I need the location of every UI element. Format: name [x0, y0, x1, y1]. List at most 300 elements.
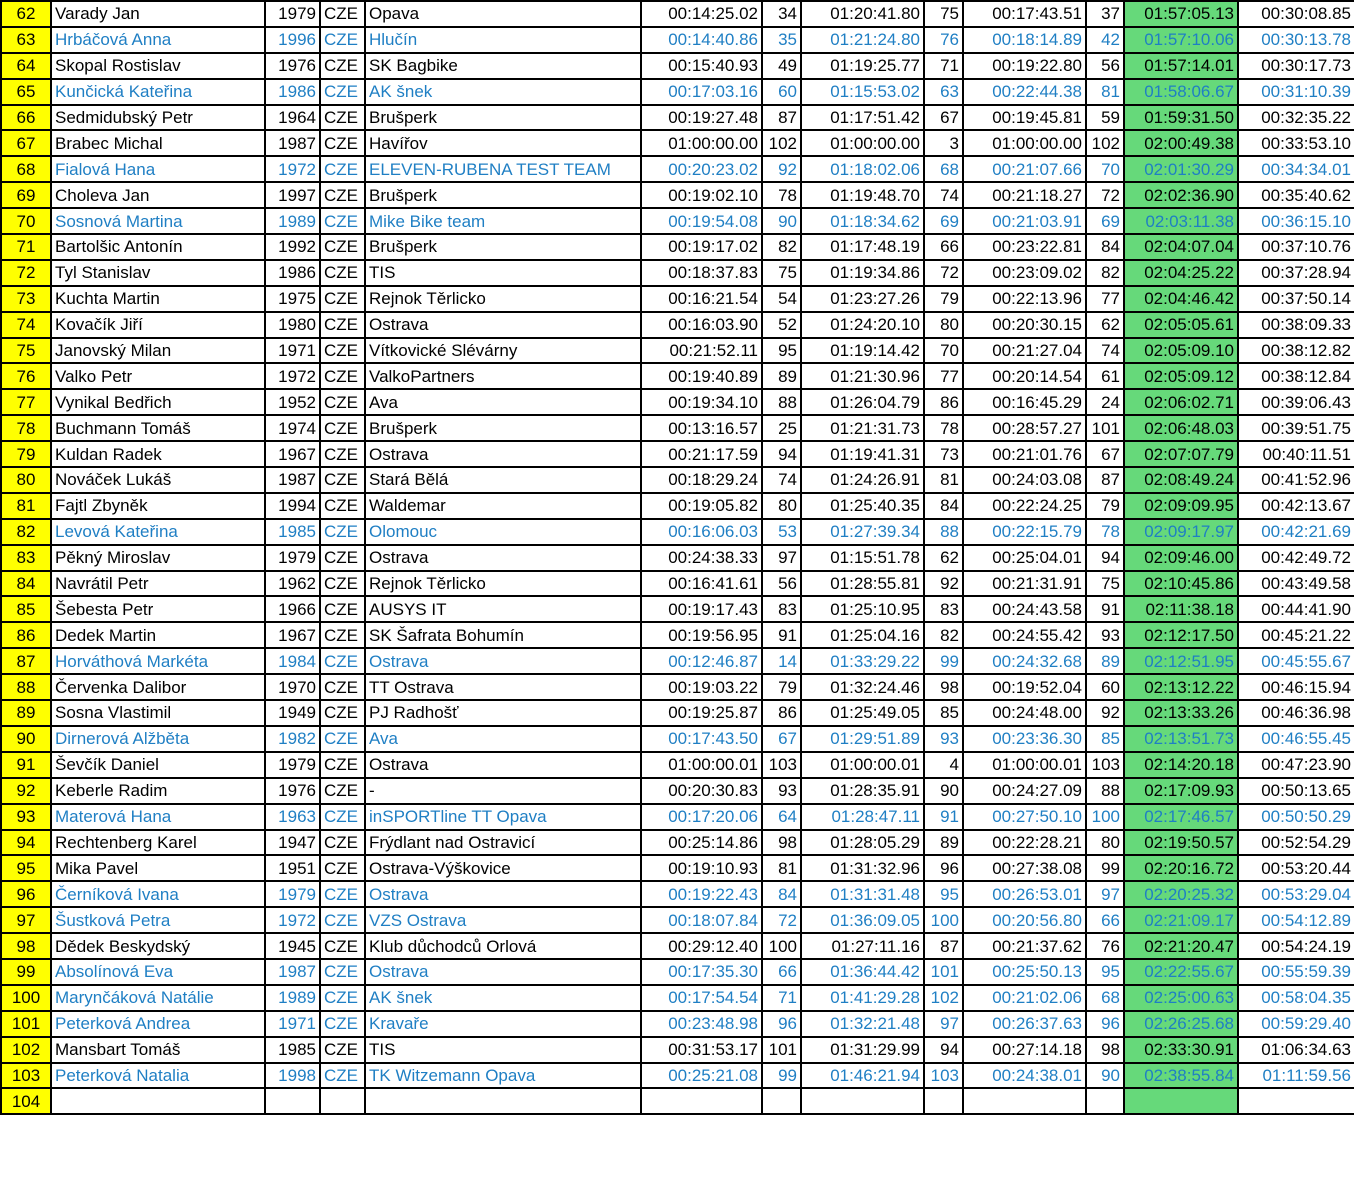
table-row: [1, 1037, 1354, 1063]
split2-place-cell: 80: [924, 312, 963, 338]
split2-place-cell: 93: [924, 726, 963, 752]
rank-cell: 101: [1, 1011, 51, 1037]
split3-time-cell: 01:00:00.00: [963, 130, 1086, 156]
rank-cell: 62: [1, 1, 51, 27]
split3-time-cell: 00:21:03.91: [963, 208, 1086, 234]
split2-time-cell: 01:31:32.96: [801, 855, 924, 881]
split1-place-cell: 96: [762, 1011, 801, 1037]
split3-time-cell: 00:18:14.89: [963, 27, 1086, 53]
split1-place-cell: 66: [762, 959, 801, 985]
split3-time-cell: 00:21:02.06: [963, 985, 1086, 1011]
gap-time-cell: 00:59:29.40: [1238, 1011, 1354, 1037]
split1-time-cell: 00:17:43.50: [641, 726, 762, 752]
gap-time-cell: 00:46:36.98: [1238, 700, 1354, 726]
split2-place-cell: 70: [924, 338, 963, 364]
name-cell: Keberle Radim: [51, 778, 265, 804]
split3-place-cell: 62: [1086, 312, 1124, 338]
split2-time-cell: 01:36:44.42: [801, 959, 924, 985]
split1-time-cell: 00:19:17.43: [641, 596, 762, 622]
name-cell: Kunčická Kateřina: [51, 79, 265, 105]
gap-time-cell: 00:42:49.72: [1238, 545, 1354, 571]
split1-time-cell: 00:19:10.93: [641, 855, 762, 881]
gap-time-cell: 00:45:21.22: [1238, 622, 1354, 648]
total-time-cell: 02:08:49.24: [1124, 467, 1238, 493]
total-time-cell: 02:05:09.12: [1124, 363, 1238, 389]
split3-time-cell: 00:21:37.62: [963, 933, 1086, 959]
gap-time-cell: 00:54:24.19: [1238, 933, 1354, 959]
country-cell: CZE: [320, 389, 365, 415]
table-row: [1, 441, 1354, 467]
gap-time-cell: 00:38:09.33: [1238, 312, 1354, 338]
split3-time-cell: 00:20:30.15: [963, 312, 1086, 338]
year-cell: 1945: [265, 933, 320, 959]
gap-time-cell: 00:45:55.67: [1238, 648, 1354, 674]
year-cell: 1964: [265, 105, 320, 131]
split1-time-cell: 00:25:21.08: [641, 1063, 762, 1089]
split1-time-cell: 00:20:23.02: [641, 156, 762, 182]
gap-time-cell: 00:39:06.43: [1238, 389, 1354, 415]
rank-cell: 81: [1, 493, 51, 519]
split2-place-cell: 62: [924, 545, 963, 571]
total-time-cell: 02:06:02.71: [1124, 389, 1238, 415]
split2-time-cell: 01:25:49.05: [801, 700, 924, 726]
gap-time-cell: 00:50:50.29: [1238, 804, 1354, 830]
split1-place-cell: [762, 1088, 801, 1114]
rank-cell: 64: [1, 53, 51, 79]
total-time-cell: 02:26:25.68: [1124, 1011, 1238, 1037]
club-cell: AK šnek: [365, 79, 641, 105]
club-cell: Rejnok Těrlicko: [365, 286, 641, 312]
name-cell: Ševčík Daniel: [51, 752, 265, 778]
rank-cell: 63: [1, 27, 51, 53]
split2-time-cell: [801, 1088, 924, 1114]
split3-place-cell: 95: [1086, 959, 1124, 985]
rank-cell: 99: [1, 959, 51, 985]
total-time-cell: 02:10:45.86: [1124, 571, 1238, 597]
country-cell: CZE: [320, 778, 365, 804]
total-time-cell: 02:17:09.93: [1124, 778, 1238, 804]
year-cell: 1979: [265, 752, 320, 778]
split1-time-cell: 00:19:25.87: [641, 700, 762, 726]
year-cell: 1966: [265, 596, 320, 622]
split2-place-cell: 96: [924, 855, 963, 881]
year-cell: 1979: [265, 1, 320, 27]
split1-place-cell: 34: [762, 1, 801, 27]
split2-time-cell: 01:27:39.34: [801, 519, 924, 545]
country-cell: CZE: [320, 105, 365, 131]
split2-place-cell: 94: [924, 1037, 963, 1063]
split3-place-cell: 94: [1086, 545, 1124, 571]
gap-time-cell: 00:42:13.67: [1238, 493, 1354, 519]
club-cell: VZS Ostrava: [365, 907, 641, 933]
year-cell: 1986: [265, 260, 320, 286]
club-cell: Ostrava-Výškovice: [365, 855, 641, 881]
rank-cell: 68: [1, 156, 51, 182]
split3-time-cell: 00:20:14.54: [963, 363, 1086, 389]
country-cell: CZE: [320, 545, 365, 571]
gap-time-cell: 00:39:51.75: [1238, 415, 1354, 441]
split1-time-cell: 00:21:17.59: [641, 441, 762, 467]
year-cell: 1947: [265, 830, 320, 856]
gap-time-cell: 00:34:34.01: [1238, 156, 1354, 182]
table-row: [1, 415, 1354, 441]
split1-place-cell: 80: [762, 493, 801, 519]
split2-time-cell: 01:17:48.19: [801, 234, 924, 260]
split2-place-cell: 73: [924, 441, 963, 467]
split1-place-cell: 95: [762, 338, 801, 364]
split1-place-cell: 98: [762, 830, 801, 856]
country-cell: CZE: [320, 1063, 365, 1089]
split2-place-cell: 97: [924, 1011, 963, 1037]
split2-time-cell: 01:00:00.00: [801, 130, 924, 156]
name-cell: Černíková Ivana: [51, 881, 265, 907]
table-row: [1, 519, 1354, 545]
split2-time-cell: 01:21:30.96: [801, 363, 924, 389]
year-cell: 1989: [265, 208, 320, 234]
split3-place-cell: 42: [1086, 27, 1124, 53]
club-cell: Brušperk: [365, 105, 641, 131]
table-row: [1, 648, 1354, 674]
split1-time-cell: 00:18:07.84: [641, 907, 762, 933]
split1-place-cell: 67: [762, 726, 801, 752]
split3-time-cell: 00:21:07.66: [963, 156, 1086, 182]
split1-place-cell: 74: [762, 467, 801, 493]
table-row: [1, 855, 1354, 881]
year-cell: 1987: [265, 130, 320, 156]
split2-place-cell: 98: [924, 674, 963, 700]
rank-cell: 94: [1, 830, 51, 856]
table-row: [1, 234, 1354, 260]
rank-cell: 85: [1, 596, 51, 622]
country-cell: CZE: [320, 804, 365, 830]
year-cell: 1992: [265, 234, 320, 260]
country-cell: CZE: [320, 260, 365, 286]
total-time-cell: 02:21:20.47: [1124, 933, 1238, 959]
split3-place-cell: 89: [1086, 648, 1124, 674]
table-row: [1, 881, 1354, 907]
club-cell: Ostrava: [365, 648, 641, 674]
name-cell: Horváthová Markéta: [51, 648, 265, 674]
split1-time-cell: 00:23:48.98: [641, 1011, 762, 1037]
split3-time-cell: 00:26:37.63: [963, 1011, 1086, 1037]
total-time-cell: 01:59:31.50: [1124, 105, 1238, 131]
total-time-cell: 02:07:07.79: [1124, 441, 1238, 467]
split3-place-cell: 66: [1086, 907, 1124, 933]
country-cell: CZE: [320, 79, 365, 105]
split2-place-cell: 68: [924, 156, 963, 182]
table-row: [1, 467, 1354, 493]
split3-time-cell: 00:22:15.79: [963, 519, 1086, 545]
table-row: [1, 700, 1354, 726]
split3-time-cell: 00:19:45.81: [963, 105, 1086, 131]
table-row: [1, 1063, 1354, 1089]
table-row: [1, 182, 1354, 208]
table-row: [1, 596, 1354, 622]
club-cell: Hlučín: [365, 27, 641, 53]
name-cell: Absolínová Eva: [51, 959, 265, 985]
split3-place-cell: 76: [1086, 933, 1124, 959]
name-cell: Kuldan Radek: [51, 441, 265, 467]
table-row: [1, 286, 1354, 312]
split2-place-cell: 87: [924, 933, 963, 959]
year-cell: 1951: [265, 855, 320, 881]
rank-cell: 66: [1, 105, 51, 131]
split1-place-cell: 88: [762, 389, 801, 415]
split2-time-cell: 01:23:27.26: [801, 286, 924, 312]
name-cell: Rechtenberg Karel: [51, 830, 265, 856]
club-cell: TIS: [365, 260, 641, 286]
split1-time-cell: 00:15:40.93: [641, 53, 762, 79]
club-cell: Ostrava: [365, 959, 641, 985]
table-row: [1, 105, 1354, 131]
gap-time-cell: 00:41:52.96: [1238, 467, 1354, 493]
total-time-cell: 02:12:17.50: [1124, 622, 1238, 648]
country-cell: CZE: [320, 959, 365, 985]
country-cell: [320, 1088, 365, 1114]
split2-place-cell: 83: [924, 596, 963, 622]
year-cell: 1971: [265, 1011, 320, 1037]
year-cell: 1974: [265, 415, 320, 441]
gap-time-cell: 00:54:12.89: [1238, 907, 1354, 933]
split3-time-cell: 00:20:56.80: [963, 907, 1086, 933]
total-time-cell: 01:57:14.01: [1124, 53, 1238, 79]
split1-time-cell: 00:19:40.89: [641, 363, 762, 389]
split3-place-cell: 24: [1086, 389, 1124, 415]
split2-place-cell: 3: [924, 130, 963, 156]
country-cell: CZE: [320, 312, 365, 338]
split1-place-cell: 91: [762, 622, 801, 648]
split2-time-cell: 01:46:21.94: [801, 1063, 924, 1089]
club-cell: Olomouc: [365, 519, 641, 545]
rank-cell: 97: [1, 907, 51, 933]
year-cell: 1986: [265, 79, 320, 105]
split3-time-cell: 00:28:57.27: [963, 415, 1086, 441]
club-cell: TK Witzemann Opava: [365, 1063, 641, 1089]
split1-place-cell: 79: [762, 674, 801, 700]
year-cell: [265, 1088, 320, 1114]
split2-place-cell: 84: [924, 493, 963, 519]
split2-place-cell: 75: [924, 1, 963, 27]
split3-time-cell: 00:21:01.76: [963, 441, 1086, 467]
split3-place-cell: 91: [1086, 596, 1124, 622]
table-row: [1, 545, 1354, 571]
total-time-cell: 02:25:00.63: [1124, 985, 1238, 1011]
gap-time-cell: 01:11:59.56: [1238, 1063, 1354, 1089]
country-cell: CZE: [320, 208, 365, 234]
table-row: [1, 312, 1354, 338]
club-cell: Ostrava: [365, 312, 641, 338]
rank-cell: 65: [1, 79, 51, 105]
split1-time-cell: 00:19:02.10: [641, 182, 762, 208]
rank-cell: 103: [1, 1063, 51, 1089]
split3-place-cell: 97: [1086, 881, 1124, 907]
country-cell: CZE: [320, 156, 365, 182]
split3-place-cell: 82: [1086, 260, 1124, 286]
club-cell: Ostrava: [365, 545, 641, 571]
table-row: [1, 156, 1354, 182]
split2-time-cell: 01:29:51.89: [801, 726, 924, 752]
club-cell: AK šnek: [365, 985, 641, 1011]
name-cell: Šustková Petra: [51, 907, 265, 933]
year-cell: 1967: [265, 441, 320, 467]
split2-place-cell: 99: [924, 648, 963, 674]
split2-time-cell: 01:24:20.10: [801, 312, 924, 338]
club-cell: ELEVEN-RUBENA TEST TEAM: [365, 156, 641, 182]
gap-time-cell: 00:37:10.76: [1238, 234, 1354, 260]
split1-time-cell: 00:19:27.48: [641, 105, 762, 131]
split1-place-cell: 99: [762, 1063, 801, 1089]
split2-time-cell: 01:19:25.77: [801, 53, 924, 79]
year-cell: 1979: [265, 881, 320, 907]
club-cell: Ava: [365, 389, 641, 415]
gap-time-cell: 00:32:35.22: [1238, 105, 1354, 131]
split1-time-cell: 01:00:00.01: [641, 752, 762, 778]
table-row: [1, 804, 1354, 830]
split1-time-cell: 01:00:00.00: [641, 130, 762, 156]
split1-place-cell: 49: [762, 53, 801, 79]
split2-time-cell: 01:36:09.05: [801, 907, 924, 933]
total-time-cell: 01:57:05.13: [1124, 1, 1238, 27]
split3-time-cell: [963, 1088, 1086, 1114]
split2-place-cell: 90: [924, 778, 963, 804]
rank-cell: 78: [1, 415, 51, 441]
split2-time-cell: 01:00:00.01: [801, 752, 924, 778]
club-cell: TIS: [365, 1037, 641, 1063]
gap-time-cell: 00:53:29.04: [1238, 881, 1354, 907]
split1-time-cell: 00:21:52.11: [641, 338, 762, 364]
total-time-cell: 02:21:09.17: [1124, 907, 1238, 933]
split1-place-cell: 75: [762, 260, 801, 286]
name-cell: Tyl Stanislav: [51, 260, 265, 286]
gap-time-cell: 00:33:53.10: [1238, 130, 1354, 156]
country-cell: CZE: [320, 648, 365, 674]
name-cell: Nováček Lukáš: [51, 467, 265, 493]
total-time-cell: 02:22:55.67: [1124, 959, 1238, 985]
split1-time-cell: 00:20:30.83: [641, 778, 762, 804]
split3-place-cell: 90: [1086, 1063, 1124, 1089]
club-cell: Stará Bělá: [365, 467, 641, 493]
split1-place-cell: 103: [762, 752, 801, 778]
split3-time-cell: 00:19:52.04: [963, 674, 1086, 700]
total-time-cell: 02:20:16.72: [1124, 855, 1238, 881]
total-time-cell: 02:20:25.32: [1124, 881, 1238, 907]
split2-time-cell: 01:28:47.11: [801, 804, 924, 830]
gap-time-cell: 00:46:15.94: [1238, 674, 1354, 700]
table-row: [1, 830, 1354, 856]
gap-time-cell: 00:44:41.90: [1238, 596, 1354, 622]
table-row: [1, 571, 1354, 597]
split2-place-cell: 63: [924, 79, 963, 105]
split2-place-cell: 81: [924, 467, 963, 493]
split3-time-cell: 00:25:04.01: [963, 545, 1086, 571]
country-cell: CZE: [320, 855, 365, 881]
split2-time-cell: 01:28:05.29: [801, 830, 924, 856]
gap-time-cell: 00:52:54.29: [1238, 830, 1354, 856]
split3-time-cell: 00:24:55.42: [963, 622, 1086, 648]
total-time-cell: 02:09:09.95: [1124, 493, 1238, 519]
table-row: [1, 130, 1354, 156]
split3-place-cell: 78: [1086, 519, 1124, 545]
year-cell: 1975: [265, 286, 320, 312]
name-cell: Fajtl Zbyněk: [51, 493, 265, 519]
split2-time-cell: 01:32:24.46: [801, 674, 924, 700]
year-cell: 1971: [265, 338, 320, 364]
split3-place-cell: 68: [1086, 985, 1124, 1011]
country-cell: CZE: [320, 363, 365, 389]
name-cell: Bartolšic Antonín: [51, 234, 265, 260]
name-cell: Peterková Natalia: [51, 1063, 265, 1089]
country-cell: CZE: [320, 622, 365, 648]
split2-place-cell: 79: [924, 286, 963, 312]
split3-place-cell: 67: [1086, 441, 1124, 467]
country-cell: CZE: [320, 467, 365, 493]
table-row: [1, 53, 1354, 79]
country-cell: CZE: [320, 985, 365, 1011]
name-cell: Dirnerová Alžběta: [51, 726, 265, 752]
rank-cell: 84: [1, 571, 51, 597]
year-cell: 1967: [265, 622, 320, 648]
name-cell: Mansbart Tomáš: [51, 1037, 265, 1063]
table-row: [1, 959, 1354, 985]
rank-cell: 72: [1, 260, 51, 286]
split3-place-cell: 61: [1086, 363, 1124, 389]
split3-time-cell: 00:22:28.21: [963, 830, 1086, 856]
total-time-cell: 02:13:12.22: [1124, 674, 1238, 700]
country-cell: CZE: [320, 441, 365, 467]
split3-place-cell: 100: [1086, 804, 1124, 830]
split2-time-cell: 01:28:55.81: [801, 571, 924, 597]
club-cell: Havířov: [365, 130, 641, 156]
name-cell: Skopal Rostislav: [51, 53, 265, 79]
table-row: [1, 933, 1354, 959]
club-cell: Ostrava: [365, 441, 641, 467]
split2-place-cell: 101: [924, 959, 963, 985]
split3-place-cell: 60: [1086, 674, 1124, 700]
split1-place-cell: 94: [762, 441, 801, 467]
country-cell: CZE: [320, 881, 365, 907]
split2-place-cell: 103: [924, 1063, 963, 1089]
name-cell: Pěkný Miroslav: [51, 545, 265, 571]
table-row: [1, 985, 1354, 1011]
split1-place-cell: 82: [762, 234, 801, 260]
table-row: [1, 363, 1354, 389]
split3-time-cell: 00:24:27.09: [963, 778, 1086, 804]
split3-place-cell: 72: [1086, 182, 1124, 208]
table-row: [1, 208, 1354, 234]
year-cell: 1996: [265, 27, 320, 53]
table-row: [1, 1088, 1354, 1114]
split2-time-cell: 01:21:31.73: [801, 415, 924, 441]
rank-cell: 75: [1, 338, 51, 364]
split1-place-cell: 92: [762, 156, 801, 182]
split2-place-cell: 78: [924, 415, 963, 441]
split1-time-cell: 00:31:53.17: [641, 1037, 762, 1063]
split1-time-cell: 00:19:17.02: [641, 234, 762, 260]
split2-place-cell: 77: [924, 363, 963, 389]
gap-time-cell: 00:30:17.73: [1238, 53, 1354, 79]
split3-time-cell: 00:24:32.68: [963, 648, 1086, 674]
split2-place-cell: 89: [924, 830, 963, 856]
year-cell: 1997: [265, 182, 320, 208]
gap-time-cell: 00:38:12.82: [1238, 338, 1354, 364]
gap-time-cell: 00:38:12.84: [1238, 363, 1354, 389]
split3-time-cell: 00:23:22.81: [963, 234, 1086, 260]
rank-cell: 87: [1, 648, 51, 674]
rank-cell: 100: [1, 985, 51, 1011]
rank-cell: 95: [1, 855, 51, 881]
split3-time-cell: 00:24:48.00: [963, 700, 1086, 726]
total-time-cell: 02:17:46.57: [1124, 804, 1238, 830]
